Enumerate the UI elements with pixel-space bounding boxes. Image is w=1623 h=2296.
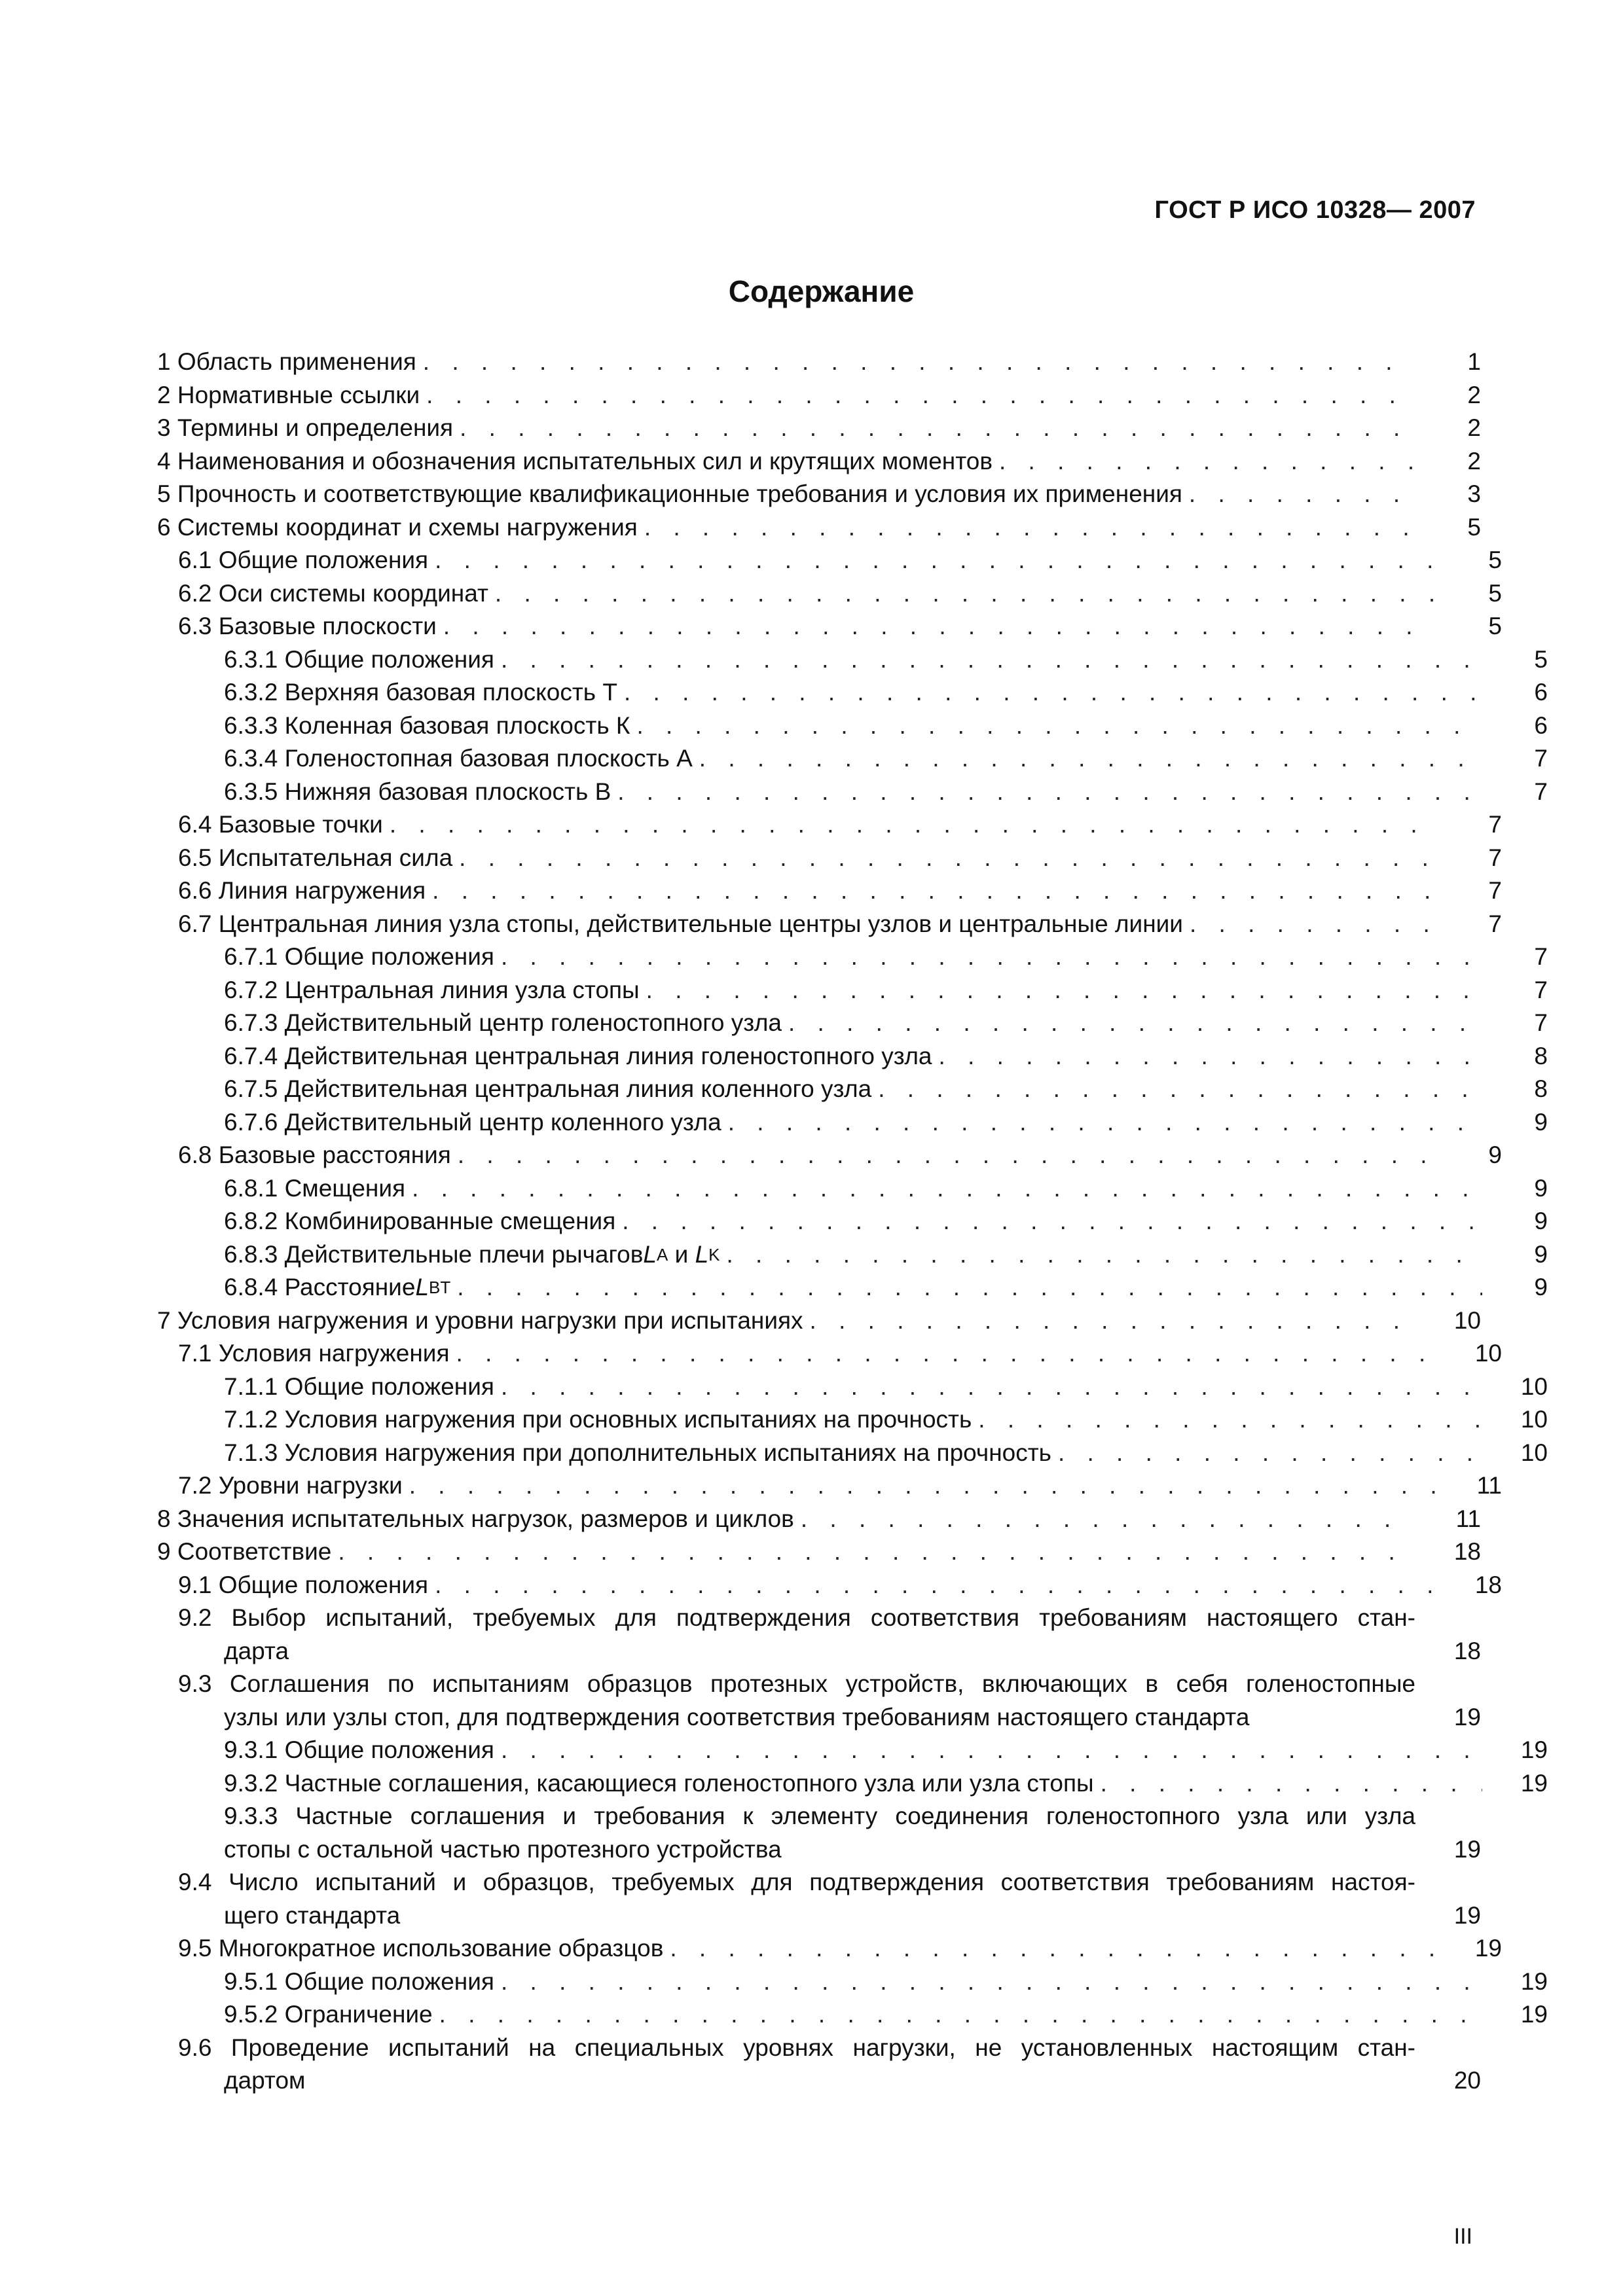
toc-page-number: 10 — [1474, 1340, 1502, 1367]
toc-page-number: 8 — [1534, 1042, 1548, 1069]
leader-dots — [458, 1139, 1436, 1172]
toc-entry-title — [157, 1139, 1436, 1172]
toc-entry — [157, 1602, 1481, 1668]
toc-entry-text: 6.8.3 Действительные плечи рычагов — [224, 1240, 644, 1268]
leader-dots — [338, 1535, 1415, 1569]
toc-entry — [157, 842, 1502, 875]
math-symbol: L — [415, 1274, 429, 1300]
toc-entry — [157, 511, 1481, 545]
leader-dots — [810, 1304, 1415, 1338]
toc-entry-text: 6.3.2 Верхняя базовая плоскость Т — [224, 679, 617, 706]
toc-entry-title — [157, 1932, 1436, 1965]
toc-entry-text: 9.3.1 Общие положения — [224, 1736, 494, 1763]
toc-entry-text: 7.1 Условия нагружения — [178, 1340, 450, 1367]
toc-page-number: 7 — [1488, 811, 1502, 838]
toc-entry-continuation-line — [178, 1899, 1415, 1933]
toc-entry-title — [157, 2032, 1415, 2098]
toc-entry-title — [157, 610, 1436, 643]
toc-entry-title — [157, 478, 1415, 511]
toc-page-number: 2 — [1467, 447, 1481, 475]
toc-entry-title — [157, 842, 1436, 875]
toc-entry — [157, 610, 1502, 643]
toc-entry-text: 8 Значения испытательных нагрузок, размеров и циклов — [157, 1505, 794, 1532]
toc-page-number: 1 — [1467, 348, 1481, 375]
toc-entry-text: 9 Соответствие — [157, 1538, 332, 1565]
toc-page-number: 9 — [1534, 1174, 1548, 1202]
toc-entry — [157, 1106, 1548, 1139]
toc-page-number: 19 — [1520, 1736, 1548, 1763]
toc-entry-title — [157, 709, 1482, 743]
toc-entry-title — [157, 908, 1436, 941]
toc-entry-text: 9.5 Многократное использование образцов — [178, 1935, 664, 1962]
toc-entry-text: 6.2 Оси системы координат — [178, 579, 488, 607]
toc-entry-continuation: дарта — [224, 1637, 289, 1664]
toc-entry-text: 6.7.3 Действительный центр голеностопного узла — [224, 1009, 782, 1036]
toc-page-number: 9 — [1534, 1208, 1548, 1234]
toc-entry-title — [157, 1503, 1415, 1536]
math-subscript: BT — [429, 1278, 451, 1297]
toc-page-number: 7 — [1488, 844, 1502, 871]
leader-dots — [1189, 478, 1415, 511]
leader-dots — [443, 610, 1436, 643]
toc-entry-title — [157, 511, 1415, 545]
toc-entry — [157, 1304, 1481, 1338]
toc-page-number: 7 — [1534, 1009, 1548, 1036]
toc-page-number: 11 — [1455, 1505, 1481, 1532]
toc-page-number: 5 — [1488, 613, 1502, 639]
toc-entry — [157, 742, 1548, 776]
toc-entry — [157, 808, 1502, 842]
toc-entry-text: 7.1.1 Общие положения — [224, 1372, 494, 1400]
toc-entry — [157, 776, 1548, 809]
toc-page-number: 9 — [1534, 1108, 1548, 1136]
toc-entry-text: 9.3.2 Частные соглашения, касающиеся голеностопного узла или узла стопы — [224, 1769, 1094, 1797]
toc-entry-title — [157, 577, 1436, 611]
toc-entry-continuation: стопы с остальной частью протезного устройства — [224, 1835, 782, 1863]
leader-dots — [1101, 1767, 1482, 1801]
toc-page-number: 8 — [1534, 1075, 1548, 1102]
toc-page-number: 11 — [1476, 1472, 1502, 1499]
toc-entry — [157, 1800, 1481, 1866]
toc-entry-text: 6.6 Линия нагружения — [178, 877, 426, 904]
toc-page-number: 10 — [1520, 1372, 1548, 1400]
toc-entry — [157, 1569, 1502, 1602]
toc-entry-continuation-line — [178, 1701, 1415, 1734]
leader-dots — [728, 1106, 1482, 1139]
toc-page-number: 2 — [1467, 381, 1481, 408]
toc-entry-title — [157, 676, 1482, 709]
leader-dots — [624, 676, 1482, 709]
toc-entry-text: 9.3.3 Частные соглашения и требования к элементу соединения голеностопного узла или узла — [224, 1803, 1415, 1829]
page-number: III — [1453, 2224, 1472, 2249]
leader-dots — [460, 412, 1415, 445]
toc-entry — [157, 643, 1548, 677]
math-symbol: L — [643, 1240, 657, 1268]
leader-dots — [457, 1271, 1482, 1304]
leader-dots — [878, 1073, 1482, 1106]
toc-entry-text: 6.7.1 Общие положения — [224, 943, 494, 970]
toc-page-number: 7 — [1534, 778, 1548, 805]
toc-entry-title — [157, 1337, 1436, 1371]
toc-entry-text: 9.4 Число испытаний и образцов, требуемых для подтверждения соответствия требованиям настоя- — [178, 1869, 1415, 1895]
leader-dots — [1190, 908, 1436, 941]
leader-dots — [617, 776, 1482, 809]
toc-entry-continuation: дартом — [224, 2067, 306, 2094]
toc-page-number: 7 — [1488, 877, 1502, 904]
leader-dots — [426, 379, 1415, 412]
leader-dots — [646, 974, 1482, 1007]
toc-entry — [157, 1073, 1548, 1106]
toc-entry — [157, 1337, 1502, 1371]
toc-page-number: 19 — [1453, 1703, 1481, 1731]
leader-dots — [801, 1503, 1415, 1536]
toc-entry-title — [157, 1800, 1415, 1866]
toc-entry — [157, 1238, 1548, 1272]
toc-entry — [157, 478, 1481, 511]
toc-entry-text: 6.8.1 Смещения — [224, 1174, 406, 1202]
toc-entry — [157, 1007, 1548, 1040]
toc-entry-text: 7.1.3 Условия нагружения при дополнительных испытаниях на прочность — [224, 1439, 1051, 1466]
toc-entry-text: 6.7.6 Действительный центр коленного узла — [224, 1108, 721, 1136]
toc-entry-title — [157, 445, 1415, 478]
toc-page-number: 9 — [1488, 1141, 1502, 1168]
leader-dots — [939, 1040, 1482, 1073]
leader-dots — [999, 445, 1415, 478]
toc-entry-title — [157, 1965, 1482, 1999]
toc-entry-title — [157, 1469, 1436, 1503]
toc-entry-title — [157, 379, 1415, 412]
toc-page-number: 3 — [1467, 480, 1481, 507]
toc-entry-title — [157, 1569, 1436, 1602]
toc-entry-title — [157, 1040, 1482, 1073]
leader-dots — [501, 941, 1482, 974]
toc-entry-title — [157, 1106, 1482, 1139]
toc-entry — [157, 445, 1481, 478]
toc-page-number: 5 — [1488, 547, 1502, 573]
toc-entry-title — [157, 1238, 1482, 1272]
toc-page-number: 19 — [1520, 1967, 1548, 1995]
toc-entry — [157, 1371, 1548, 1404]
toc-page-number: 2 — [1467, 414, 1481, 441]
toc-entry — [157, 544, 1502, 577]
toc-page-number: 19 — [1453, 1835, 1481, 1863]
toc-entry — [157, 1271, 1548, 1304]
toc-entry-title — [157, 1403, 1482, 1437]
leader-dots — [456, 1337, 1436, 1371]
toc-entry-title — [157, 1271, 1482, 1304]
conjunction: и — [668, 1240, 695, 1268]
toc-entry-text: 5 Прочность и соответствующие квалификационные требования и условия их применения — [157, 480, 1182, 507]
toc-entry-title — [157, 941, 1482, 974]
math-subscript: A — [657, 1244, 668, 1265]
toc-entry-text: 3 Термины и определения — [157, 414, 454, 441]
toc-page-number: 19 — [1520, 2001, 1548, 2028]
toc-page-number: 19 — [1474, 1935, 1502, 1962]
toc-page-number: 18 — [1474, 1571, 1502, 1598]
toc-entry-title — [157, 742, 1482, 776]
toc-entry-text: 6.3 Базовые плоскости — [178, 613, 437, 639]
toc-entry — [157, 676, 1548, 709]
toc-page-number: 6 — [1534, 711, 1548, 739]
toc-entry-text: 6.3.1 Общие положения — [224, 645, 494, 673]
toc-entry-text: 6.3.4 Голеностопная базовая плоскость А — [224, 745, 693, 772]
toc-entry-title — [157, 1304, 1415, 1338]
leader-dots — [423, 346, 1415, 379]
toc-page-number: 7 — [1488, 910, 1502, 937]
leader-dots — [412, 1172, 1482, 1206]
toc-entry — [157, 1535, 1481, 1569]
toc-page-number: 10 — [1453, 1306, 1481, 1334]
toc-entry — [157, 1668, 1481, 1734]
toc-page-number: 9 — [1534, 1274, 1548, 1300]
toc-entry-continuation: узлы или узлы стоп, для подтверждения соответствия требованиям настоящего стандарта — [224, 1703, 1250, 1731]
toc-entry-text: 7 Условия нагружения и уровни нагрузки при испытаниях — [157, 1306, 803, 1334]
toc-entry — [157, 1734, 1548, 1767]
toc-entry-title — [157, 1535, 1415, 1569]
toc-page-number: 6 — [1534, 679, 1548, 706]
toc-entry-title — [157, 1205, 1482, 1238]
toc-entry — [157, 379, 1481, 412]
toc-entry — [157, 1866, 1481, 1932]
leader-dots — [644, 511, 1415, 545]
toc-page-number: 5 — [1534, 645, 1548, 673]
leader-dots — [727, 1238, 1483, 1272]
leader-dots — [495, 577, 1436, 611]
leader-dots — [670, 1932, 1436, 1965]
leader-dots — [501, 643, 1482, 677]
toc-entry — [157, 1965, 1548, 1999]
toc-entry-text: 9.6 Проведение испытаний на специальных уровнях нагрузки, не установленных настоящим стан- — [178, 2034, 1415, 2061]
toc-entry-text: 9.3 Соглашения по испытаниям образцов протезных устройств, включающих в себя голеностопные — [178, 1670, 1415, 1697]
toc-entry — [157, 1403, 1548, 1437]
toc-entry-text: 9.5.1 Общие положения — [224, 1967, 494, 1995]
toc-entry-text: 6 Системы координат и схемы нагружения — [157, 513, 638, 541]
toc-entry-title — [157, 1073, 1482, 1106]
toc-entry-text: 1 Область применения — [157, 348, 416, 375]
toc-entry-title — [157, 412, 1415, 445]
toc-entry-title — [157, 1998, 1482, 2032]
leader-dots — [435, 544, 1436, 577]
leader-dots — [439, 1998, 1482, 2032]
toc-entry-text: 6.4 Базовые точки — [178, 811, 383, 838]
toc-entry — [157, 974, 1548, 1007]
toc-entry-title — [157, 1437, 1482, 1470]
toc-page-number: 7 — [1534, 976, 1548, 1003]
toc-entry-text: 6.7.4 Действительная центральная линия голеностопного узла — [224, 1042, 932, 1069]
toc-entry-title — [157, 1602, 1415, 1668]
toc-entry-continuation-line — [178, 1635, 1415, 1668]
math-subscript: K — [708, 1244, 720, 1265]
leader-dots — [409, 1469, 1436, 1503]
toc-entry-title — [157, 1371, 1482, 1404]
toc-entry-text: 9.2 Выбор испытаний, требуемых для подтверждения соответствия требованиям настоящего стан- — [178, 1604, 1415, 1631]
toc-page-number: 18 — [1453, 1637, 1481, 1664]
toc-entry — [157, 908, 1502, 941]
toc-page-number: 5 — [1488, 579, 1502, 607]
leader-dots — [435, 1569, 1436, 1602]
toc-entry-text: 6.7 Центральная линия узла стопы, действительные центры узлов и центральные линии — [178, 910, 1183, 937]
toc-entry-title — [157, 776, 1482, 809]
leader-dots — [501, 1371, 1482, 1404]
math-symbol: L — [695, 1240, 709, 1268]
toc-entry-text: 6.1 Общие положения — [178, 547, 429, 573]
toc-entry-title — [157, 1734, 1482, 1767]
toc-entry — [157, 1205, 1548, 1238]
toc-page-number: 7 — [1534, 943, 1548, 970]
toc-entry-text: 2 Нормативные ссылки — [157, 381, 420, 408]
toc-entry — [157, 2032, 1481, 2098]
toc-entry — [157, 1172, 1548, 1206]
toc-entry — [157, 1437, 1548, 1470]
toc-entry-text: 9.1 Общие положения — [178, 1571, 429, 1598]
toc-entry — [157, 1139, 1502, 1172]
toc-page-number: 19 — [1520, 1769, 1548, 1797]
toc-page-number: 10 — [1520, 1406, 1548, 1433]
toc-entry — [157, 412, 1481, 445]
toc-entry — [157, 1767, 1548, 1801]
toc-entry-title — [157, 1767, 1482, 1801]
leader-dots — [390, 808, 1436, 842]
toc-page-number: 5 — [1467, 513, 1481, 541]
toc-entry-title — [157, 346, 1415, 379]
toc-entry-text: 6.7.2 Центральная линия узла стопы — [224, 976, 640, 1003]
toc-page-number: 9 — [1534, 1240, 1548, 1268]
toc-entry — [157, 1932, 1502, 1965]
toc-page-number: 10 — [1520, 1439, 1548, 1466]
toc-entry — [157, 1998, 1548, 2032]
toc-entry-title — [157, 544, 1436, 577]
toc-entry-text: 9.5.2 Ограничение — [224, 2001, 433, 2028]
toc-entry — [157, 709, 1548, 743]
toc-entry-title — [157, 974, 1482, 1007]
toc-page-number: 7 — [1534, 745, 1548, 772]
toc-entry-title — [157, 1866, 1415, 1932]
toc-entry-text: 6.8.4 Расстояние — [224, 1274, 416, 1300]
toc-entry-text: 6.3.3 Коленная базовая плоскость К — [224, 711, 630, 739]
page-title: Содержание — [728, 274, 915, 308]
toc-entry-text: 6.5 Испытательная сила — [178, 844, 453, 871]
toc-entry-title — [157, 1007, 1482, 1040]
toc-entry-text: 6.8.2 Комбинированные смещения — [224, 1208, 616, 1234]
leader-dots — [432, 874, 1436, 908]
leader-dots — [1058, 1437, 1482, 1470]
leader-dots — [699, 742, 1482, 776]
toc-entry-text: 7.2 Уровни нагрузки — [178, 1472, 403, 1499]
toc-page-number: 19 — [1453, 1901, 1481, 1929]
table-of-contents — [157, 346, 1548, 2098]
leader-dots — [978, 1403, 1482, 1437]
toc-entry-text: 6.3.5 Нижняя базовая плоскость В — [224, 778, 611, 805]
toc-entry-title — [157, 1668, 1415, 1734]
leader-dots — [459, 842, 1436, 875]
standard-designation: ГОСТ Р ИСО 10328— 2007 — [1154, 196, 1476, 224]
leader-dots — [501, 1965, 1482, 1999]
leader-dots — [636, 709, 1482, 743]
toc-entry — [157, 874, 1502, 908]
toc-entry — [157, 1503, 1481, 1536]
toc-entry-title — [157, 1172, 1482, 1206]
toc-entry-continuation: щего стандарта — [224, 1901, 401, 1929]
toc-entry — [157, 346, 1481, 379]
leader-dots — [501, 1734, 1482, 1767]
toc-page-number: 20 — [1453, 2067, 1481, 2094]
toc-page-number: 18 — [1453, 1538, 1481, 1565]
toc-entry — [157, 941, 1548, 974]
toc-entry-text: 6.7.5 Действительная центральная линия коленного узла — [224, 1075, 872, 1102]
leader-dots — [788, 1007, 1482, 1040]
toc-entry — [157, 577, 1502, 611]
toc-entry-title — [157, 643, 1482, 677]
toc-entry — [157, 1469, 1502, 1503]
toc-entry-continuation-line — [224, 1833, 1415, 1867]
toc-entry-continuation-line — [178, 2064, 1415, 2098]
toc-entry-title — [157, 874, 1436, 908]
leader-dots — [622, 1205, 1482, 1238]
toc-entry-text: 7.1.2 Условия нагружения при основных испытаниях на прочность — [224, 1406, 972, 1433]
toc-entry-title — [157, 808, 1436, 842]
toc-entry-text: 4 Наименования и обозначения испытательных сил и крутящих моментов — [157, 447, 993, 475]
toc-entry — [157, 1040, 1548, 1073]
toc-entry-text: 6.8 Базовые расстояния — [178, 1141, 451, 1168]
